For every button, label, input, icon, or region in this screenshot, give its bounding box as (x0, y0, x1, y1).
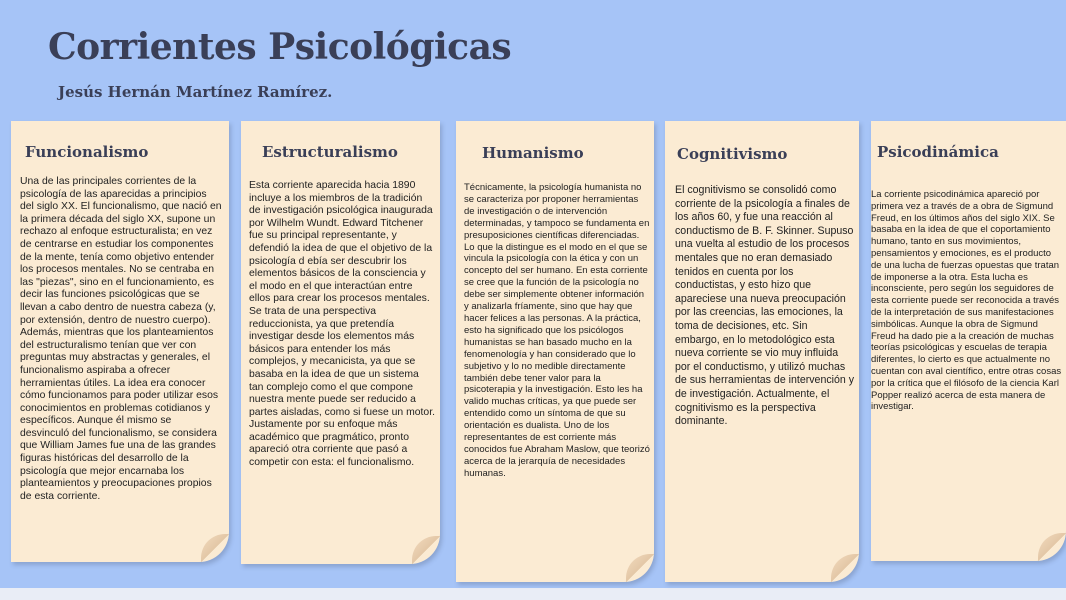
card-text: El cognitivismo se consolidó como corriente de la psicología a finales de los años 60, y fue una reacción al conductismo de B. F. Skinner. Supuso una vuelta al estudio de los procesos mentales que no eran demasiado tenidos en cuenta por los conductistas, y esto hizo que apareciese una nueva preocupación por las creencias, las emociones, la toma de decisiones, etc. Sin embargo, en lo metodológico esta nueva corriente se vio muy influida por el conductismo, y utilizó muchas de sus herramientas de intervención y de investigación. Actualmente, el cognitivismo es la perspectiva dominante. (675, 184, 855, 428)
card-heading: Humanismo (482, 144, 584, 162)
card-text: Una de las principales corrientes de la psicología de las aparecidas a principios del siglo XX. El funcionalismo, que nació en la primera década del siglo XX, supone un rechazo al enfoque estructuralista; en vez de centrarse en estudiar los componentes de la mente, tenía como objetivo entender los procesos mentales. No se centraba en las "piezas", sino en el funcionamiento, es decir las funciones psicológicas que se llevan a cabo dentro de nuestra cabeza (y, por extensión, dentro de nuestro cuerpo). Además, mientras que los planteamientos del estructuralismo tenían que ver con preguntas muy abstractas y generales, el funcionalismo aspiraba a ofrecer herramientas útiles. La idea era conocer cómo funcionamos para poder utilizar esos conocimientos en problemas cotidianos y específicos. Aunque él mismo se desvinculó del funcionalismo, se considera que William James fue una de las grandes figuras históricas del desarrollo de la psicología que mejor encarnaba los planteamientos y preocupaciones propios de esta corriente. (20, 176, 222, 502)
card-humanismo (456, 121, 654, 582)
card-psicodinamica (871, 121, 1066, 561)
card-estructuralismo (241, 121, 440, 564)
card-heading: Funcionalismo (25, 143, 149, 161)
card-funcionalismo (11, 121, 229, 562)
card-text: Esta corriente aparecida hacia 1890 incluye a los miembros de la tradición de investigación psicológica inaugurada por Wilhelm Wundt. Edward Titchener fue su principal representante, y defendió la idea de que el objetivo de la psicología d ebía ser descubrir los elementos básicos de la consciencia y el modo en el que interactúan entre ellos para crear los procesos mentales. Se trata de una perspectiva reduccionista, ya que pretendía investigar desde los elementos más básicos para entender los más complejos, y mecanicista, ya que se basaba en la idea de que un sistema tan complejo como el que compone nuestra mente puede ser reducido a partes aisladas, como si fuese un motor. Justamente por su enfoque más académico que pragmático, pronto apareció otra corriente que pasó a competir con esta: el funcionalismo. (249, 180, 435, 469)
author-name: Jesús Hernán Martínez Ramírez. (58, 83, 333, 101)
card-text: Técnicamente, la psicología humanista no se caracteriza por proponer herramientas de investigación o de intervención determinadas, y tampoco se fundamenta en presuposiciones científicas diferenciadas. Lo que la distingue es el modo en el que se vincula la psicología con la ética y con un concepto del ser humano. En esta corriente se cree que la función de la psicología no debe ser simplemente obtener información y analizarla fríamente, sino que hay que hacer felices a las personas. A la práctica, esto ha significado que los psicólogos humanistas se han basado mucho en la fenomenología y han considerado que lo subjetivo y lo no medible directamente también debe tener valor para la psicoterapia y la investigación. Esto les ha valido muchas críticas, ya que puede ser entendido como un síntoma de que su orientación es dualista. Uno de los representantes de est corriente más conocidos fue Abraham Maslow, que teorizó acerca de la jerarquía de necesidades humanas. (464, 182, 650, 479)
card-heading: Estructuralismo (262, 143, 398, 161)
card-text: La corriente psicodinámica apareció por primera vez a través de a obra de Sigmund Freud, en los últimos años del siglo XIX. Se basaba en la idea de que el coportamiento humano, tanto en sus movimientos, pensamientos y emociones, es el producto de una lucha de fuerzas opuestas que tratan de imponerse a la otra. Esta lucha es inconsciente, pero según los seguidores de esta corriente puede ser reconocida a través de la interpretación de sus manifestaciones simbólicas. Aunque la obra de Sigmund Freud ha dado pie a la creación de muchas teorías psicológicas y escuelas de terapia diferentes, lo cierto es que actualmente no cuentan con aval científico, entre otras cosas por la crítica que el filósofo de la ciencia Karl Popper realizó acerca de esta manera de investigar. (871, 189, 1062, 413)
card-heading: Psicodinámica (877, 143, 999, 161)
card-heading: Cognitivismo (677, 145, 788, 163)
page-title: Corrientes Psicológicas (48, 26, 512, 68)
header-banner (0, 0, 1066, 118)
card-cognitivismo (665, 121, 859, 582)
